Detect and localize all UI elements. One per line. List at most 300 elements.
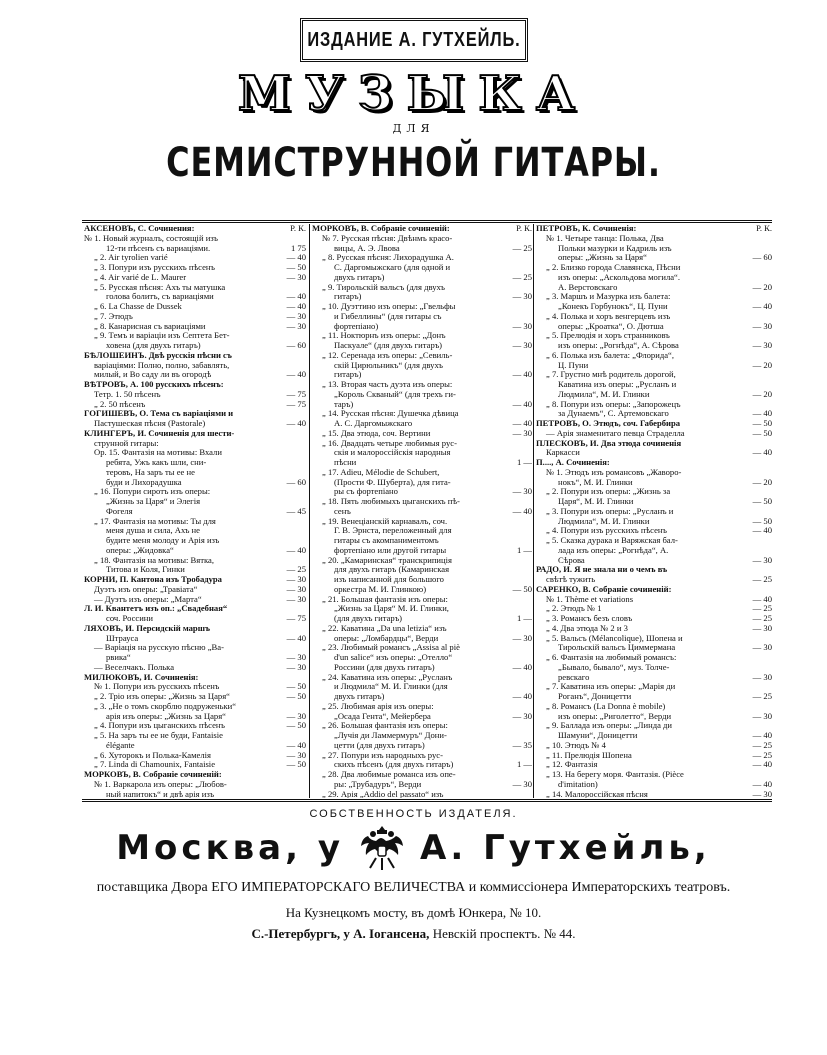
double-headed-eagle-emblem bbox=[358, 822, 406, 874]
catalog-title: „ 4. Air varié de L. Maurer bbox=[94, 272, 187, 282]
catalog-price bbox=[276, 604, 306, 614]
catalog-price: — 30 bbox=[286, 711, 306, 721]
catalog-price bbox=[742, 468, 772, 478]
catalog-price bbox=[502, 253, 532, 263]
catalog-price bbox=[502, 448, 532, 458]
catalog-line bbox=[536, 517, 772, 527]
catalog-price bbox=[742, 653, 772, 663]
catalog-title: № 1. Четыре танца: Полька, Два bbox=[546, 233, 664, 243]
catalog-line bbox=[536, 692, 772, 702]
catalog-line bbox=[536, 370, 772, 380]
catalog-title: „ 3. Романсъ безъ словъ bbox=[546, 614, 633, 623]
catalog-title: ный напитокъ“ и двѣ арія изъ bbox=[106, 789, 215, 798]
publisher-box-label: ИЗДАНИЕ А. ГУТХЕЙЛЬ. bbox=[307, 28, 521, 51]
catalog-price: — 25 bbox=[752, 604, 772, 614]
catalog-title: „ 18. Фантазія на мотивы: Вятка, bbox=[94, 555, 214, 565]
catalog-price bbox=[742, 234, 772, 244]
catalog-price: — 40 bbox=[752, 409, 772, 419]
catalog-price: — 30 bbox=[286, 653, 306, 662]
catalog-line bbox=[312, 263, 532, 273]
catalog-title: „Конекъ Горбунокъ“, Ц. Пуни bbox=[558, 302, 668, 311]
catalog-title: „ 10. Этюдъ № 4 bbox=[546, 740, 606, 750]
catalog-price bbox=[502, 575, 532, 585]
catalog-title: ГОГИШЕВЪ, О. Тема съ варіаціями и bbox=[84, 409, 234, 419]
catalog-line bbox=[536, 731, 772, 741]
catalog-price: — 30 bbox=[752, 789, 772, 798]
catalog-title: Людмила“, М. И. Глинки bbox=[558, 389, 650, 399]
catalog-title: „ 9. Темъ и варіаціи изъ Септета Бет- bbox=[94, 331, 230, 341]
catalog-title: двухъ гитаръ) bbox=[334, 692, 385, 701]
catalog-price bbox=[276, 497, 306, 507]
catalog-title: „ 4. Два этюда № 2 и 3 bbox=[546, 623, 628, 633]
catalog-title: (Прости Ф. Шуберта), для гита- bbox=[334, 477, 451, 487]
publisher-name: А. Гутхейль, bbox=[420, 828, 711, 868]
catalog-price: — 40 bbox=[512, 370, 532, 380]
catalog-price bbox=[276, 351, 306, 361]
catalog-line bbox=[536, 624, 772, 634]
catalog-price: — 30 bbox=[752, 623, 772, 633]
spb-address bbox=[0, 926, 827, 942]
catalog-price bbox=[502, 390, 532, 400]
catalog-price: — 40 bbox=[286, 545, 306, 555]
catalog-line bbox=[312, 565, 532, 575]
catalog-line bbox=[312, 292, 532, 302]
catalog-line bbox=[84, 556, 306, 566]
catalog-price: — 60 bbox=[752, 253, 772, 263]
catalog-line bbox=[84, 517, 306, 527]
catalog-title: „ 5. На заръ ты ее не буди, Fantaisie bbox=[94, 731, 223, 740]
catalog-title: d'un salice“ изъ оперы: „Отелло“ bbox=[334, 653, 453, 662]
catalog-price: — 35 bbox=[512, 740, 532, 750]
catalog-line bbox=[84, 448, 306, 458]
catalog-price: — 40 bbox=[286, 302, 306, 311]
catalog-line bbox=[312, 497, 532, 507]
catalog-price: — 50 bbox=[752, 428, 772, 438]
catalog-price bbox=[276, 517, 306, 527]
catalog-price bbox=[742, 536, 772, 546]
catalog-line bbox=[312, 283, 532, 293]
catalog-price: — 30 bbox=[512, 321, 532, 331]
catalog-line bbox=[312, 468, 532, 478]
catalog-price bbox=[742, 380, 772, 390]
catalog-title: (для двухъ гитаръ) bbox=[334, 614, 403, 623]
catalog-title: „ 22. Каватина „Da una letizia“ изъ bbox=[322, 623, 447, 633]
catalog-heading bbox=[536, 439, 772, 449]
catalog-line bbox=[84, 439, 306, 449]
catalog-price: — 30 bbox=[286, 750, 306, 760]
catalog-price bbox=[502, 673, 532, 683]
catalog-price: — 75 bbox=[286, 614, 306, 623]
catalog-title: таръ) bbox=[334, 399, 354, 409]
catalog-title: Шамуни“, Доницетти bbox=[558, 731, 638, 740]
catalog-price bbox=[742, 585, 772, 595]
catalog-line bbox=[312, 614, 532, 624]
catalog-line bbox=[84, 341, 306, 351]
catalog-title: „ 4. Попури изъ русскихъ пѣсенъ bbox=[546, 526, 667, 536]
catalog-price: — 40 bbox=[512, 506, 532, 516]
catalog-price: 1 — bbox=[516, 614, 532, 623]
catalog-line bbox=[84, 692, 306, 702]
catalog-price: — 30 bbox=[512, 487, 532, 497]
catalog-line bbox=[312, 536, 532, 546]
catalog-heading bbox=[84, 380, 306, 390]
catalog-line bbox=[536, 507, 772, 517]
catalog-title: „ 5. Сказка дурака и Варяжская бал- bbox=[546, 536, 678, 545]
catalog-price bbox=[742, 682, 772, 692]
catalog-title: „ 2. Этюдъ № 1 bbox=[546, 604, 602, 614]
catalog-title: „ 5. Вальсъ (Mélancolique), Шопена и bbox=[546, 633, 683, 643]
catalog-price: — 30 bbox=[512, 341, 532, 350]
catalog-line bbox=[84, 263, 306, 273]
catalog-title: свѣтѣ тужить bbox=[546, 575, 596, 584]
catalog-price bbox=[742, 400, 772, 410]
catalog-title: Роганъ“, Доницетти bbox=[558, 692, 632, 701]
catalog-line bbox=[312, 790, 532, 799]
supplier-line: поставщика Двора ЕГО ИМПЕРАТОРСКАГО ВЕЛИЧЕСТВА и коммиссіонера Императорскихъ театровъ. bbox=[96, 880, 731, 895]
catalog-title: П...., А. Сочиненія: bbox=[536, 458, 610, 467]
catalog-title: „Лучія ди Ламмермуръ“ Дони- bbox=[334, 731, 447, 740]
catalog-price bbox=[502, 624, 532, 634]
catalog-line bbox=[536, 263, 772, 273]
catalog-line bbox=[84, 702, 306, 712]
catalog-line bbox=[312, 400, 532, 410]
catalog-line bbox=[312, 390, 532, 400]
catalog-title: изъ оперы: „Риголетто“, Верди bbox=[558, 711, 672, 721]
catalog-line bbox=[536, 653, 772, 663]
catalog-price: — 40 bbox=[286, 292, 306, 302]
catalog-title: „Жизнь за Царя“ М. И. Глинки, bbox=[334, 604, 449, 614]
catalog-price: — 50 bbox=[286, 682, 306, 692]
catalog-price bbox=[502, 702, 532, 712]
catalog-title: милый, и Во саду ли въ огородѣ bbox=[94, 370, 212, 380]
catalog-line bbox=[536, 751, 772, 761]
catalog-title: ребята, Ужъ какъ шли, сни- bbox=[106, 458, 207, 467]
catalog-title: струнной гитары: bbox=[94, 438, 159, 448]
catalog-title: „ 2. Тріо изъ оперы: „Жизнь за Царя“ bbox=[94, 692, 230, 701]
catalog-price bbox=[276, 458, 306, 468]
catalog-price bbox=[742, 312, 772, 322]
catalog-price: — 40 bbox=[512, 662, 532, 672]
catalog-line bbox=[536, 682, 772, 692]
catalog-line bbox=[84, 536, 306, 546]
catalog-title: Штрауса bbox=[106, 633, 139, 643]
catalog-price bbox=[276, 380, 306, 390]
catalog-line bbox=[536, 712, 772, 722]
catalog-line bbox=[536, 341, 772, 351]
catalog-line bbox=[312, 341, 532, 351]
catalog-title: и Гибеллины“ (для гитары съ bbox=[334, 311, 442, 321]
catalog-price: — 30 bbox=[752, 672, 772, 682]
catalog-line bbox=[536, 351, 772, 361]
catalog-price bbox=[742, 458, 772, 468]
catalog-title: МИЛЮКОВЪ, И. Сочиненія: bbox=[84, 672, 199, 682]
catalog-title: САРЕНКО, В. Собраніе сочиненій: bbox=[536, 584, 672, 594]
catalog-price: — 30 bbox=[752, 341, 772, 350]
catalog-line bbox=[312, 780, 532, 790]
catalog-price: — 30 bbox=[752, 555, 772, 565]
catalog-title: „ 9. Баллада изъ оперы: „Линда ди bbox=[546, 721, 673, 731]
catalog-price: — 50 bbox=[752, 497, 772, 506]
catalog-title: „ 2. Близко города Славянска, Пѣсни bbox=[546, 263, 681, 272]
catalog-line bbox=[536, 312, 772, 322]
catalog-line bbox=[312, 234, 532, 244]
catalog-price: — 30 bbox=[752, 643, 772, 653]
catalog-line bbox=[84, 312, 306, 322]
catalog-line bbox=[536, 244, 772, 254]
catalog-title: пѣсни bbox=[334, 458, 357, 467]
catalog-title: „Король Скваный“ (для трехъ ги- bbox=[334, 389, 456, 399]
catalog-price: — 30 bbox=[752, 711, 772, 721]
catalog-line bbox=[84, 546, 306, 556]
catalog-line bbox=[536, 283, 772, 293]
catalog-line bbox=[84, 526, 306, 536]
catalog-title: „ 21. Большая фантазія изъ оперы: bbox=[322, 594, 448, 604]
catalog-line bbox=[84, 390, 306, 400]
catalog-title: 12-ти пѣсенъ съ вариаціями. bbox=[106, 243, 211, 253]
catalog-price: — 75 bbox=[286, 399, 306, 409]
catalog-price: Р. К. bbox=[290, 224, 306, 233]
catalog-line bbox=[536, 390, 772, 400]
catalog-price bbox=[742, 244, 772, 254]
catalog-line bbox=[84, 731, 306, 741]
catalog-price bbox=[742, 770, 772, 780]
catalog-line bbox=[84, 283, 306, 293]
catalog-title: Тетр. 1. 50 пѣсенъ bbox=[94, 389, 161, 399]
catalog-line bbox=[84, 273, 306, 283]
catalog-price bbox=[502, 263, 532, 273]
catalog-title: „ 6. Хуторокъ и Полька-Камелія bbox=[94, 750, 211, 760]
catalog-line bbox=[84, 760, 306, 770]
catalog-line bbox=[312, 770, 532, 780]
catalog-heading bbox=[84, 224, 306, 234]
catalog-title: за Дунаемъ“, С. Артемовскаго bbox=[558, 409, 669, 419]
catalog-price bbox=[276, 526, 306, 536]
catalog-column-2 bbox=[312, 224, 532, 798]
catalog-price: — 30 bbox=[286, 311, 306, 321]
catalog-price bbox=[276, 429, 306, 439]
catalog-price: — 50 bbox=[286, 263, 306, 272]
catalog-price: — 30 bbox=[512, 428, 532, 438]
catalog-title: „ 4. Попури изъ цыганскихъ пѣсенъ bbox=[94, 721, 225, 731]
catalog-price bbox=[742, 487, 772, 497]
catalog-title: Каватина изъ оперы: „Русланъ и bbox=[558, 380, 677, 389]
catalog-title: цетти (для двухъ гитаръ) bbox=[334, 740, 425, 750]
catalog-title: „ 15. Два этюда, соч. Вертини bbox=[322, 428, 431, 438]
catalog-title: „ 12. Фантазія bbox=[546, 760, 598, 770]
catalog-line bbox=[536, 253, 772, 263]
catalog-price: — 50 bbox=[286, 721, 306, 731]
catalog-title: Царя“, М. И. Глинки bbox=[558, 497, 634, 506]
catalog-price bbox=[502, 731, 532, 741]
catalog-price: — 25 bbox=[752, 575, 772, 584]
catalog-price bbox=[742, 263, 772, 273]
catalog-title: d'imitation) bbox=[558, 779, 598, 789]
catalog-title: „ 8. Канарисная съ вариаціями bbox=[94, 321, 206, 331]
catalog-line bbox=[312, 682, 532, 692]
catalog-title: оркестра М. И. Глинкою) bbox=[334, 584, 427, 594]
catalog-line bbox=[84, 458, 306, 468]
catalog-line bbox=[536, 400, 772, 410]
catalog-line bbox=[84, 497, 306, 507]
catalog-title: „ 4. Полька и хоръ венгерцевъ изъ bbox=[546, 311, 671, 321]
catalog-line bbox=[536, 487, 772, 497]
catalog-price: — 30 bbox=[752, 321, 772, 331]
catalog-title: ПЕТРОВЪ, К. Сочиненія: bbox=[536, 224, 637, 233]
catalog-line bbox=[536, 634, 772, 644]
catalog-line bbox=[312, 624, 532, 634]
catalog-price bbox=[742, 292, 772, 302]
catalog-line bbox=[312, 409, 532, 419]
catalog-price bbox=[276, 448, 306, 458]
catalog-title: РАДО, И. Я не знала ни о чемъ въ bbox=[536, 565, 668, 575]
catalog-price bbox=[742, 273, 772, 283]
catalog-price: — 40 bbox=[752, 526, 772, 536]
catalog-price: — 30 bbox=[512, 779, 532, 789]
catalog-line bbox=[312, 487, 532, 497]
catalog-title: — Веселчакъ. Полька bbox=[94, 662, 175, 672]
catalog-price bbox=[502, 770, 532, 780]
catalog-price bbox=[276, 439, 306, 449]
catalog-heading bbox=[536, 419, 772, 429]
catalog-price: Р. К. bbox=[516, 224, 532, 233]
catalog-line bbox=[536, 361, 772, 371]
catalog-price bbox=[276, 468, 306, 478]
catalog-title: „ 6. La Chasse de Dussek bbox=[94, 302, 182, 311]
catalog-line bbox=[536, 721, 772, 731]
catalog-column-3 bbox=[536, 224, 772, 798]
catalog-price: 1 — bbox=[516, 760, 532, 770]
catalog-column-1 bbox=[84, 224, 306, 798]
catalog-price: — 20 bbox=[752, 477, 772, 487]
catalog-line bbox=[312, 448, 532, 458]
catalog-line bbox=[84, 643, 306, 653]
catalog-price: — 40 bbox=[286, 253, 306, 263]
catalog-title: „ 8. Русская пѣсня: Лихорадушка А. bbox=[322, 253, 454, 263]
catalog-title: „ 3. Маршъ и Мазурка изъ балета: bbox=[546, 292, 671, 302]
catalog-title: „ 2. Air tyrolien varié bbox=[94, 253, 168, 263]
catalog-title: и Людмила“ М. И. Глинки (для bbox=[334, 682, 448, 692]
property-notice: СОБСТВЕННОСТЬ ИЗДАТЕЛЯ. bbox=[309, 808, 518, 820]
catalog-title: оперы: „Жидовка“ bbox=[106, 545, 174, 555]
catalog-line bbox=[84, 370, 306, 380]
catalog-price bbox=[742, 507, 772, 517]
catalog-heading bbox=[84, 770, 306, 780]
catalog-title: ПЛЕСКОВЪ, И. Два этюда сочиненія bbox=[536, 438, 682, 448]
catalog-title: „ 7. Этюдъ bbox=[94, 311, 133, 321]
catalog-price bbox=[502, 497, 532, 507]
catalog-price bbox=[502, 526, 532, 536]
catalog-title: „ 27. Попури изъ народныхъ рус- bbox=[322, 750, 443, 760]
catalog-price: — 60 bbox=[286, 341, 306, 350]
catalog-price: — 30 bbox=[512, 292, 532, 302]
catalog-price bbox=[742, 439, 772, 449]
catalog-title: Россини (для двухъ гитаръ) bbox=[334, 662, 435, 672]
catalog-line bbox=[536, 790, 772, 799]
catalog-line bbox=[312, 273, 532, 283]
catalog-title: № 1. Варкарола изъ оперы: „Любов- bbox=[94, 779, 227, 789]
catalog-line bbox=[536, 770, 772, 780]
catalog-title: „ 13. На берегу моря. Фантазія. (Pièce bbox=[546, 770, 684, 779]
catalog-title: „ 9. Тирольскій вальсъ (для двухъ bbox=[322, 282, 445, 292]
catalog-title: № 7. Русская пѣсня: Двѣнмъ красо- bbox=[322, 233, 453, 243]
catalog-title: „ 12. Серенада изъ оперы: „Севиль- bbox=[322, 350, 453, 360]
catalog-line bbox=[84, 721, 306, 731]
catalog-title: „ 7. Грустно мнѣ родитель дорогой, bbox=[546, 370, 676, 380]
catalog-price bbox=[276, 234, 306, 244]
catalog-heading bbox=[536, 458, 772, 468]
title-main: МУЗЫКА bbox=[237, 66, 590, 122]
catalog-price bbox=[502, 312, 532, 322]
catalog-price bbox=[502, 556, 532, 566]
catalog-line bbox=[312, 331, 532, 341]
catalog-title: „ 5. Прелюдія и хоръ странниковъ bbox=[546, 331, 670, 341]
catalog-line bbox=[536, 614, 772, 624]
catalog-title: Дуэтъ изъ оперы: „Травіата“ bbox=[94, 584, 198, 594]
catalog-price: — 20 bbox=[752, 389, 772, 399]
catalog-title: фортепіано) bbox=[334, 321, 379, 331]
catalog-line bbox=[84, 468, 306, 478]
catalog-price: — 40 bbox=[512, 419, 532, 428]
catalog-line bbox=[312, 751, 532, 761]
catalog-heading bbox=[312, 224, 532, 234]
catalog-price: — 40 bbox=[752, 594, 772, 604]
column-divider bbox=[309, 224, 310, 798]
catalog-price: — 75 bbox=[286, 389, 306, 399]
catalog-line bbox=[312, 253, 532, 263]
catalog-title: Тирольскій вальсъ Циммермана bbox=[558, 643, 676, 653]
catalog-price bbox=[276, 624, 306, 634]
bottom-rule bbox=[82, 799, 772, 802]
catalog-title: „ 6. Фантазія на любимый романсъ: bbox=[546, 653, 677, 662]
publisher-box bbox=[300, 18, 528, 62]
catalog-heading bbox=[536, 565, 772, 575]
catalog-price bbox=[502, 468, 532, 478]
catalog-line bbox=[536, 663, 772, 673]
catalog-line bbox=[84, 741, 306, 751]
catalog-line bbox=[84, 507, 306, 517]
catalog-title: ВѢТРОВЪ, А. 100 русскихъ пѣсенъ: bbox=[84, 380, 224, 389]
catalog-price: — 50 bbox=[752, 419, 772, 428]
catalog-price bbox=[276, 780, 306, 790]
title-for: ДЛЯ bbox=[392, 122, 435, 135]
catalog-price: — 40 bbox=[752, 302, 772, 311]
catalog-title: № 1. Этюдъ изъ романсовъ „Жаворо- bbox=[546, 467, 682, 477]
catalog-line bbox=[536, 380, 772, 390]
catalog-price: — 50 bbox=[752, 516, 772, 526]
catalog-line bbox=[84, 663, 306, 673]
catalog-line bbox=[84, 780, 306, 790]
catalog-line bbox=[536, 273, 772, 283]
catalog-price bbox=[276, 487, 306, 497]
catalog-line bbox=[312, 380, 532, 390]
catalog-line bbox=[536, 526, 772, 536]
catalog-title: „ 3. Попури изъ русскихъ пѣсенъ bbox=[94, 263, 215, 272]
catalog-price bbox=[502, 604, 532, 614]
catalog-title: КОРНИ, П. Кантона изъ Тробадура bbox=[84, 575, 222, 584]
catalog-price: — 30 bbox=[286, 575, 306, 584]
catalog-title: — Варіація на русскую пѣсню „Ва- bbox=[94, 643, 224, 653]
catalog-title: оперы: „Кроатка“, О. Дютша bbox=[558, 321, 664, 331]
catalog-price: — 40 bbox=[286, 370, 306, 380]
catalog-line bbox=[84, 400, 306, 410]
catalog-line bbox=[536, 536, 772, 546]
catalog-line bbox=[312, 312, 532, 322]
catalog-line bbox=[84, 419, 306, 429]
catalog-title: „ 20. „Камаринская“ транскрипиція bbox=[322, 555, 452, 565]
catalog-title: сенъ bbox=[334, 506, 351, 516]
catalog-title: № 1. Попури изъ русскихъ пѣсенъ bbox=[94, 682, 220, 692]
catalog-line bbox=[536, 322, 772, 332]
